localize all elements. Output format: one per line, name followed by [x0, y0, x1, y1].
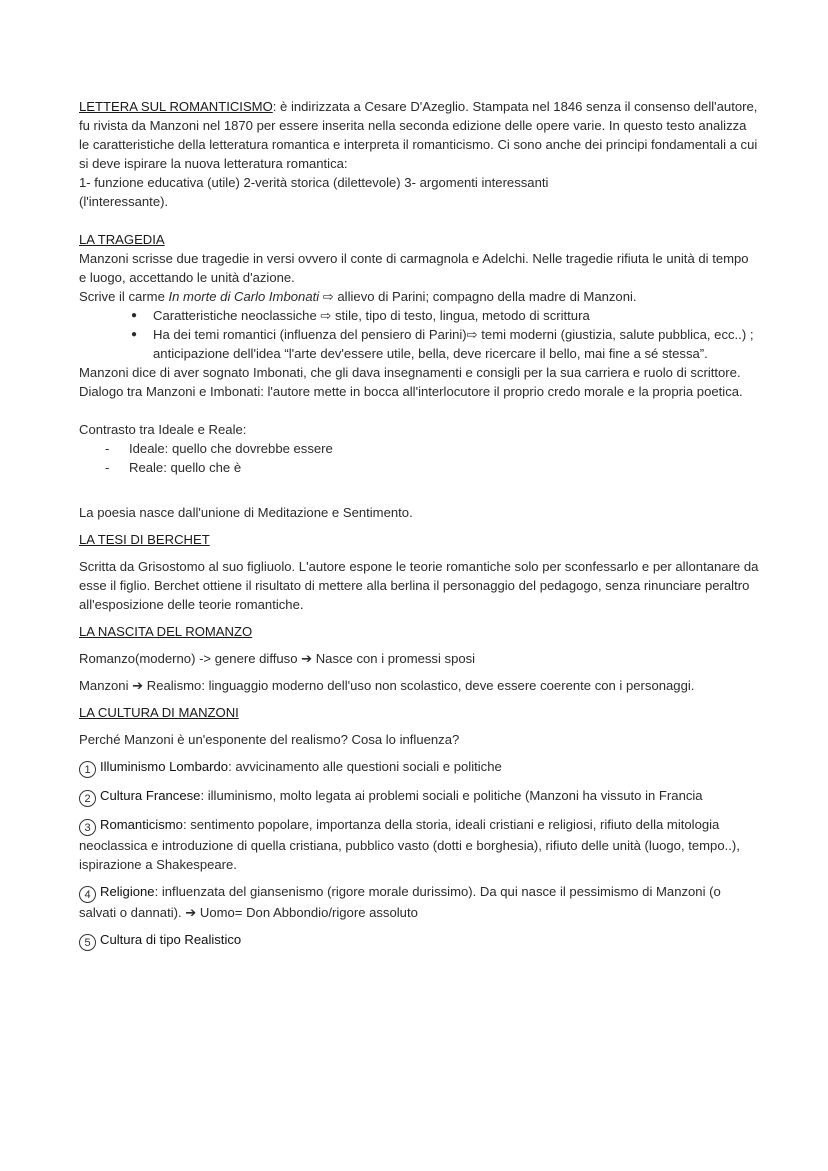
intro-list-line: 1- funzione educativa (utile) 2-verità storica (dilettevole) 3- argomenti interessanti (l'interessante). — [79, 175, 549, 209]
bullet-item: ● Ha dei temi romantici (influenza del pensiero di Parini)⇨ temi moderni (giustizia, salute pubblica, ecc..) ; anticipazione dell'idea “l'arte dev'essere utile, bella, deve ricercare il bello, mai fine a sé stessa”. — [153, 325, 759, 363]
contrast-item: - Ideale: quello che dovrebbe essere — [129, 439, 759, 458]
intro-paragraph — [79, 97, 759, 173]
tragedia-paragraph-2 — [79, 287, 759, 306]
cultura-question: Perché Manzoni è un'esponente del realismo? Cosa lo influenza? — [79, 732, 460, 747]
carme-title: In morte di Carlo Imbonati — [168, 289, 320, 304]
document-content — [79, 97, 759, 951]
cultura-item-text: : avvicinamento alle questioni sociali e politiche — [228, 759, 502, 774]
circled-number-icon: 1 — [79, 761, 96, 778]
cultura-item-4 — [79, 882, 759, 922]
circled-number-icon: 5 — [79, 934, 96, 951]
circled-number-icon: 3 — [79, 819, 96, 836]
contrast-list — [79, 439, 759, 477]
heading-romanzo: LA NASCITA DEL ROMANZO — [79, 624, 253, 639]
tragedia-paragraph-3: Manzoni dice di aver sognato Imbonati, che gli dava insegnamenti e consigli per la sua carriera e ruolo di scrittore. Dialogo tra Manzoni e Imbonati: l'autore mette in bocca all'interlocutore il proprio credo morale e la propria poetica. — [79, 365, 743, 399]
romanzo-line-1: Romanzo(moderno) -> genere diffuso ➔ Nasce con i promessi sposi — [79, 651, 476, 666]
cultura-item-2 — [79, 786, 759, 807]
contrast-item: - Reale: quello che è — [129, 458, 759, 477]
cultura-item-1 — [79, 757, 759, 778]
cultura-item-5 — [79, 930, 759, 951]
circled-number-icon: 4 — [79, 886, 96, 903]
bullet-item: ● Caratteristiche neoclassiche ⇨ stile, tipo di testo, lingua, metodo di scrittura — [153, 306, 759, 325]
cultura-item-text: : influenzata del giansenismo (rigore morale durissimo). Da qui nasce il pessimismo di Manzoni (o salvati o dannati). ➔ Uomo= Don Abbondio/rigore assoluto — [79, 884, 721, 920]
carme-note: ⇨ allievo di Parini; compagno della madre di Manzoni. — [319, 289, 637, 304]
heading-cultura: LA CULTURA DI MANZONI — [79, 705, 239, 720]
cultura-item-3 — [79, 815, 759, 874]
berchet-paragraph: Scritta da Grisostomo al suo figliuolo. L'autore espone le teorie romantiche solo per sconfessarlo e per allontanare da esse il figlio. Berchet ottiene il risultato di mettere alla berlina il personaggio del pedagogo, senza rinunciare peraltro all'esposizione delle teorie romantiche. — [79, 559, 759, 612]
tragedia-paragraph-1: Manzoni scrisse due tragedie in versi ovvero il conte di carmagnola e Adelchi. Nelle tragedie rifiuta le unità di tempo e luogo, accettando le unità d'azione. — [79, 251, 749, 285]
cultura-item-title: Romanticismo — [100, 817, 183, 832]
intro-text: : è indirizzata a Cesare D'Azeglio. Stampata nel 1846 senza il consenso dell'autore, fu rivista da Manzoni nel 1870 per essere inserita nella seconda edizione delle opere varie. In questo testo analizza le caratteristiche della letteratura romantica e interpreta il romanticismo. Ci sono anche dei principi fondamentali a cui si deve ispirare la nuova letteratura romantica: — [79, 99, 758, 171]
circled-number-icon: 2 — [79, 790, 96, 807]
poesia-line: La poesia nasce dall'unione di Meditazione e Sentimento. — [79, 505, 413, 520]
cultura-item-title: Religione — [100, 884, 155, 899]
heading-berchet: LA TESI DI BERCHET — [79, 532, 210, 547]
cultura-item-title: Cultura Francese — [100, 788, 201, 803]
cultura-item-title: Illuminismo Lombardo — [100, 759, 229, 774]
contrast-title: Contrasto tra Ideale e Reale: — [79, 422, 247, 437]
intro-title: LETTERA SUL ROMANTICISMO — [79, 99, 273, 114]
romanzo-line-2: Manzoni ➔ Realismo: linguaggio moderno dell'uso non scolastico, deve essere coerente con i personaggi. — [79, 678, 695, 693]
heading-tragedia: LA TRAGEDIA — [79, 232, 165, 247]
cultura-item-text: : sentimento popolare, importanza della storia, ideali cristiani e religiosi, rifiuto della mitologia neoclassica e introduzione di quella cristiana, pubblico vasto (dotti e borghesia), rifiuto delle unità (luogo, tempo..), ispirazione a Shakespeare. — [79, 817, 740, 872]
cultura-item-text: : illuminismo, molto legata ai problemi sociali e politiche (Manzoni ha vissuto in Francia — [200, 788, 703, 803]
carme-intro: Scrive il carme — [79, 289, 169, 304]
tragedia-bullet-list — [79, 306, 759, 363]
cultura-item-title: Cultura di tipo Realistico — [100, 932, 242, 947]
